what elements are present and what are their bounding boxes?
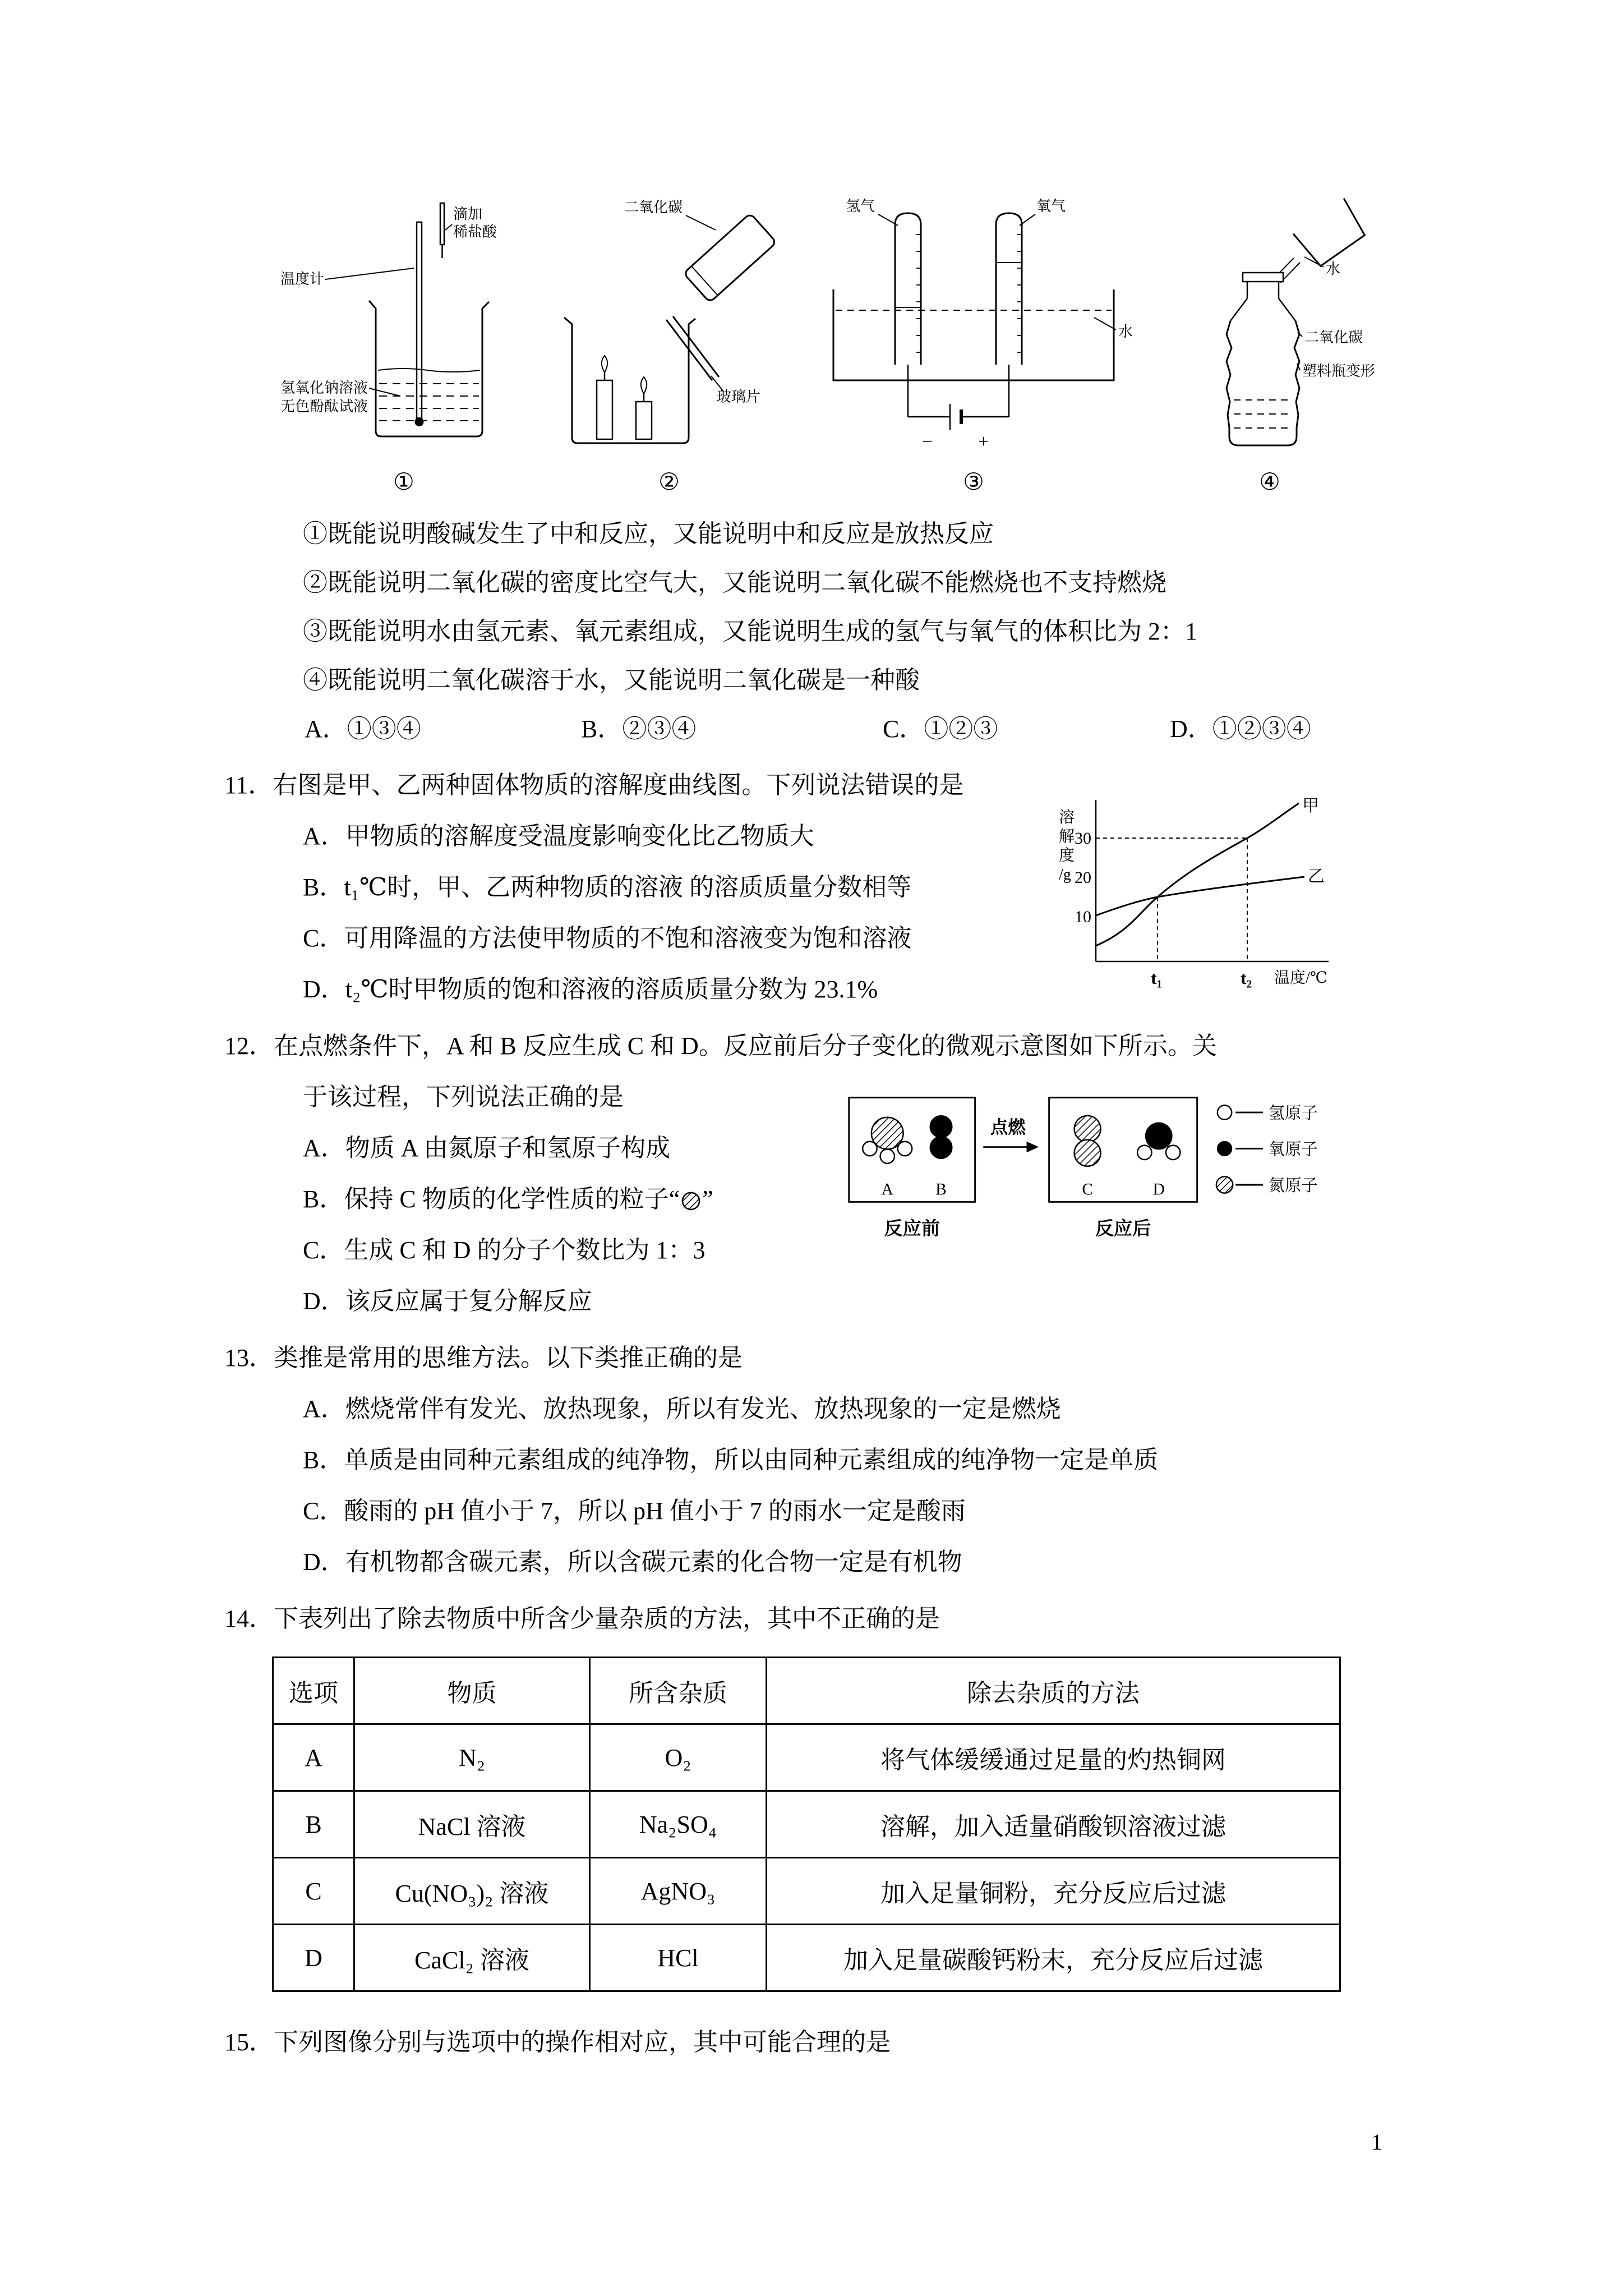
q10-option-a: A．①③④	[305, 715, 421, 743]
q13-option-a: A．燃烧常伴有发光、放热现象，所以有发光、放热现象的一定是燃烧	[303, 1395, 1061, 1423]
q12-option-a: A．物质 A 由氮原子和氢原子构成	[303, 1134, 671, 1162]
arrow-icon	[1027, 1142, 1039, 1153]
q12-option-b-text: B．保持 C 物质的化学性质的粒子“	[303, 1185, 680, 1213]
co2-dissolving-diagram	[1158, 195, 1382, 464]
molecule-a-label: A	[881, 1180, 893, 1199]
hydrogen-atom-icon	[1218, 1105, 1232, 1119]
q10-statement-2: ②既能说明二氧化碳的密度比空气大，又能说明二氧化碳不能燃烧也不支持燃烧	[303, 569, 1166, 596]
neutralization-diagram	[280, 195, 527, 464]
molecule-d-label: D	[1152, 1180, 1165, 1199]
cell-substance: CaCl₂ 溶液	[354, 1925, 590, 1991]
header-impurity: 所含杂质	[590, 1658, 767, 1724]
molecule-b-label: B	[935, 1180, 947, 1199]
impurity-removal-table	[272, 1657, 1341, 1992]
thermometer-icon	[417, 222, 422, 418]
q10-statement-4: ④既能说明二氧化碳溶于水，又能说明二氧化碳是一种酸	[303, 666, 920, 694]
cell-substance: NaCl 溶液	[354, 1791, 590, 1858]
cell-method: 加入足量铜粉，充分反应后过滤	[767, 1858, 1340, 1925]
table-row	[273, 1791, 1340, 1858]
q11-option-a: A．甲物质的溶解度受温度影响变化比乙物质大	[303, 822, 814, 850]
beaker-icon	[369, 301, 489, 436]
hydrogen-atom-icon	[1166, 1145, 1180, 1159]
q12-option-d: D．该反应属于复分解反应	[303, 1287, 592, 1315]
negative-terminal-label: −	[922, 431, 933, 452]
curve-jia	[1096, 803, 1299, 946]
figure-3-caption: ③	[963, 470, 984, 495]
figure-electrolysis	[811, 195, 1136, 496]
before-label: 反应前	[884, 1218, 940, 1240]
q10-option-d: D．①②③④	[1170, 715, 1311, 743]
oxygen-atom-icon	[1217, 1141, 1232, 1156]
hydrogen-atom-icon	[880, 1149, 895, 1163]
solution-label-1: 氢氧化钠溶液	[280, 380, 368, 396]
molecule-c-label: C	[1082, 1180, 1093, 1199]
oxygen-label: 氧气	[1036, 198, 1066, 214]
oxygen-atom-icon	[930, 1136, 953, 1159]
q13-option-c: C．酸雨的 pH 值小于 7，所以 pH 值小于 7 的雨水一定是酸雨	[303, 1497, 966, 1525]
q12-stem-line1: 12．在点燃条件下，A 和 B 反应生成 C 和 D。反应前后分子变化的微观示意图如下所示。关	[224, 1032, 1217, 1060]
cell-substance: N₂	[354, 1724, 590, 1791]
q10-statements	[224, 509, 1387, 705]
cell-impurity: O₂	[590, 1724, 767, 1791]
tick-10: 10	[1075, 908, 1091, 926]
electrolysis-diagram	[811, 195, 1136, 464]
dropper-icon	[440, 203, 444, 245]
legend-nitrogen: 氮原子	[1268, 1176, 1318, 1195]
y-axis-label: 溶	[1059, 809, 1075, 826]
header-option: 选项	[273, 1658, 354, 1724]
q13-option-b: B．单质是由同种元素组成的纯净物，所以由同种元素组成的纯净物一定是单质	[303, 1446, 1159, 1474]
after-label: 反应后	[1095, 1218, 1151, 1240]
hydrogen-atom-icon	[863, 1142, 877, 1156]
legend-oxygen: 氧原子	[1268, 1140, 1318, 1159]
glass-plate-label: 玻璃片	[717, 389, 761, 405]
hydrogen-atom-icon	[898, 1142, 912, 1156]
co2-label: 二氧化碳	[1304, 329, 1363, 346]
question-12	[224, 1020, 1387, 1327]
table-row	[273, 1724, 1340, 1791]
solubility-curve-chart	[1040, 793, 1337, 995]
thermometer-label: 温度计	[280, 271, 325, 287]
co2-pouring-diagram	[548, 195, 790, 464]
q10-statement-3: ③既能说明水由氢元素、氧元素组成，又能说明生成的氢气与氧气的体积比为 2：1	[303, 618, 1197, 645]
cell-option: B	[273, 1791, 354, 1858]
cell-option: A	[273, 1724, 354, 1791]
oxygen-tube-icon	[996, 213, 1022, 365]
svg-text:/g: /g	[1059, 866, 1071, 884]
water-label: 水	[1326, 261, 1341, 277]
q11-option-d: D．t₂℃时甲物质的饱和溶液的溶质质量分数为 23.1%	[303, 976, 878, 1003]
q10-statement-1: ①既能说明酸碱发生了中和反应，又能说明中和反应是放热反应	[303, 520, 994, 547]
svg-text:解: 解	[1059, 828, 1075, 845]
figure-2-caption: ②	[658, 470, 680, 495]
t1-label: t₁	[1151, 968, 1163, 988]
q11-option-b: B．t₁℃时，甲、乙两种物质的溶液 的溶质质量分数相等	[303, 873, 912, 901]
figure-4-caption: ④	[1259, 470, 1280, 495]
tick-30: 30	[1075, 829, 1091, 848]
q14-stem: 14．下表列出了除去物质中所含少量杂质的方法，其中不正确的是	[224, 1605, 940, 1632]
positive-terminal-label: +	[978, 431, 989, 452]
question-14	[224, 1593, 1387, 1992]
table-row	[273, 1925, 1340, 1991]
q12-stem-line2: 于该过程，下列说法正确的是	[303, 1083, 624, 1111]
cell-impurity: AgNO₃	[590, 1858, 767, 1925]
hydrogen-label: 氢气	[846, 198, 875, 214]
bottle-mouth-icon	[1243, 273, 1283, 282]
q13-option-d: D．有机物都含碳元素，所以含碳元素的化合物一定是有机物	[303, 1548, 962, 1576]
figure-bottle-crush	[1158, 195, 1382, 496]
cell-method: 加入足量碳酸钙粉末，充分反应后过滤	[767, 1925, 1340, 1991]
cell-impurity: HCl	[590, 1925, 767, 1991]
q10-option-c: C．①②③	[883, 715, 998, 743]
solution-label-2: 无色酚酞试液	[280, 398, 368, 415]
figure-neutralization	[280, 195, 527, 496]
q11-stem: 11．右图是甲、乙两种固体物质的溶解度曲线图。下列说法错误的是	[224, 771, 964, 799]
svg-text:度: 度	[1059, 847, 1075, 864]
question-11	[224, 760, 1387, 1015]
question-13	[224, 1332, 1387, 1588]
crushed-bottle-icon	[1227, 321, 1299, 445]
cell-option: C	[273, 1858, 354, 1925]
header-substance: 物质	[354, 1658, 590, 1724]
q11-option-c: C．可用降温的方法使甲物质的不饱和溶液变为饱和溶液	[303, 924, 912, 952]
cell-impurity: Na₂SO₄	[590, 1791, 767, 1858]
figure-co2-candles	[548, 195, 790, 496]
cell-substance: Cu(NO₃)₂ 溶液	[354, 1858, 590, 1925]
q10-options	[224, 705, 1387, 754]
water-trough-icon	[833, 289, 1114, 380]
dropper-label-2: 稀盐酸	[453, 224, 497, 240]
flame-icon	[641, 377, 647, 394]
q10-option-b: B．②③④	[581, 715, 697, 743]
nitrogen-atom-icon	[1075, 1140, 1101, 1166]
water-label: 水	[1118, 324, 1133, 340]
gas-bottle-icon	[684, 213, 777, 302]
legend-hydrogen: 氢原子	[1268, 1104, 1318, 1122]
curve-jia-label: 甲	[1302, 797, 1319, 815]
nitrogen-atom-icon	[1075, 1116, 1101, 1142]
beaker-icon	[564, 318, 695, 443]
nitrogen-atom-icon	[680, 1189, 702, 1212]
q12-option-c: C．生成 C 和 D 的分子个数比为 1：3	[303, 1236, 706, 1264]
q13-stem: 13．类推是常用的思维方法。以下类推正确的是	[224, 1344, 743, 1372]
tick-20: 20	[1075, 868, 1091, 887]
x-axis-label: 温度/℃	[1274, 969, 1328, 987]
experiment-figures	[224, 195, 1387, 496]
curve-yi	[1096, 877, 1304, 915]
figure-1-caption: ①	[393, 470, 414, 495]
cell-method: 溶解，加入适量硝酸钡溶液过滤	[767, 1791, 1340, 1858]
flame-icon	[602, 356, 608, 372]
header-method: 除去杂质的方法	[767, 1658, 1340, 1724]
page-number: 1	[1371, 2129, 1382, 2155]
co2-label: 二氧化碳	[624, 199, 683, 215]
cell-option: D	[273, 1925, 354, 1991]
reaction-micro-diagram	[843, 1076, 1337, 1250]
dropper-label-1: 滴加	[453, 206, 483, 222]
tall-candle-icon	[597, 380, 612, 439]
hydrogen-atom-icon	[1137, 1145, 1151, 1159]
deform-label: 塑料瓶变形	[1302, 363, 1376, 379]
oxygen-atom-icon	[1145, 1122, 1173, 1150]
t2-label: t₂	[1241, 968, 1252, 988]
table-header-row	[273, 1658, 1340, 1724]
q15-stem: 15．下列图像分别与选项中的操作相对应，其中可能合理的是	[224, 2028, 891, 2056]
curve-yi-label: 乙	[1308, 867, 1325, 886]
q12-option-b-quote: ”	[702, 1185, 713, 1213]
nitrogen-atom-icon	[1216, 1176, 1233, 1193]
cell-method: 将气体缓缓通过足量的灼热铜网	[767, 1724, 1340, 1791]
pouring-cup-icon	[1293, 199, 1368, 269]
table-row	[273, 1858, 1340, 1925]
oxygen-atom-icon	[930, 1115, 953, 1138]
ignite-label: 点燃	[990, 1117, 1026, 1138]
hydrogen-tube-icon	[895, 213, 921, 365]
short-candle-icon	[636, 402, 652, 439]
question-15	[224, 2017, 1387, 2068]
